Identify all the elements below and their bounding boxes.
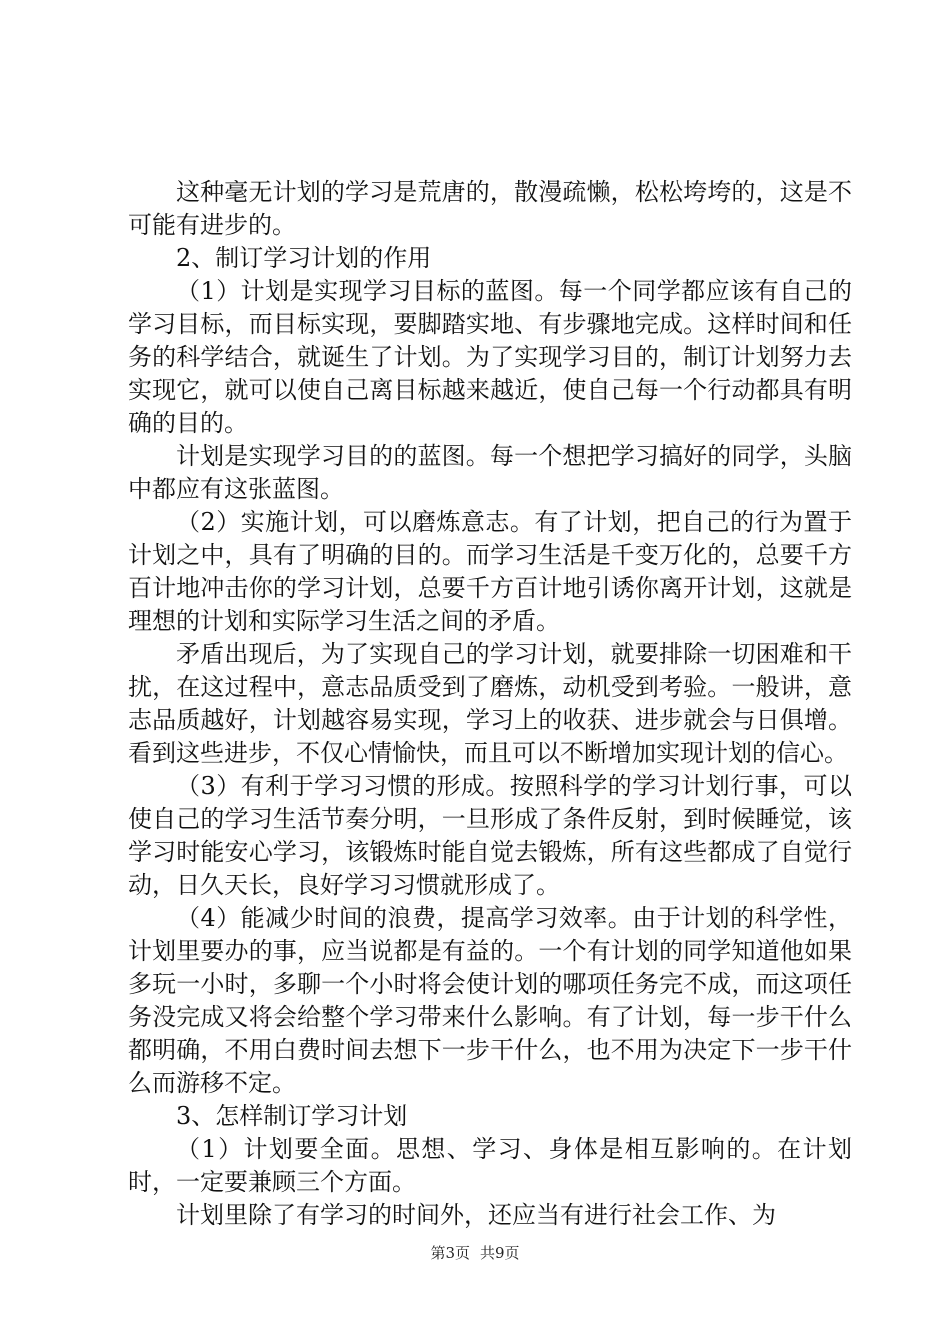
page-footer [0, 1243, 950, 1263]
paragraph: （4）能减少时间的浪费，提高学习效率。由于计划的科学性，计划里要办的事，应当说都是有益的。一个有计划的同学知道他如果多玩一小时，多聊一个小时将会使计划的哪项任务完不成，而这项任务没完成又将会给整个学习带来什么影响。有了计划，每一步干什么都明确，不用白费时间去想下一步干什么，也不用为决定下一步干什么而游移不定。 [128, 904, 852, 1097]
section-heading: 2、制订学习计划的作用 [176, 244, 432, 272]
paragraph: （1）计划要全面。思想、学习、身体是相互影响的。在计划时，一定要兼顾三个方面。 [128, 1135, 852, 1196]
section-heading: 3、怎样制订学习计划 [176, 1102, 408, 1130]
paragraph: （1）计划是实现学习目标的蓝图。每一个同学都应该有自己的学习目标，而目标实现，要脚踏实地、有步骤地完成。这样时间和任务的科学结合，就诞生了计划。为了实现学习目的，制订计划努力去实现它，就可以使自己离目标越来越近，使自己每一个行动都具有明确的目的。 [128, 277, 852, 437]
page-number: 第3页 [430, 1244, 470, 1262]
paragraph: 计划是实现学习目的的蓝图。每一个想把学习搞好的同学，头脑中都应有这张蓝图。 [128, 442, 852, 503]
paragraph: 计划里除了有学习的时间外，还应当有进行社会工作、为 [176, 1201, 776, 1229]
paragraph: （2）实施计划，可以磨炼意志。有了计划，把自己的行为置于计划之中，具有了明确的目的。而学习生活是千变万化的，总要千方百计地冲击你的学习计划，总要千方百计地引诱你离开计划，这就是理想的计划和实际学习生活之间的矛盾。 [128, 508, 852, 635]
document-body [128, 176, 852, 1232]
paragraph: （3）有利于学习习惯的形成。按照科学的学习计划行事，可以使自己的学习生活节奏分明，一旦形成了条件反射，到时候睡觉，该学习时能安心学习，该锻炼时能自觉去锻炼，所有这些都成了自觉行动，日久天长，良好学习习惯就形成了。 [128, 772, 852, 899]
paragraph: 这种毫无计划的学习是荒唐的，散漫疏懒，松松垮垮的，这是不可能有进步的。 [128, 178, 852, 239]
paragraph: 矛盾出现后，为了实现自己的学习计划，就要排除一切困难和干扰，在这过程中，意志品质受到了磨炼，动机受到考验。一般讲，意志品质越好，计划越容易实现，学习上的收获、进步就会与日俱增。看到这些进步，不仅心情愉快，而且可以不断增加实现计划的信心。 [128, 640, 852, 767]
page-total: 共9页 [480, 1244, 520, 1262]
